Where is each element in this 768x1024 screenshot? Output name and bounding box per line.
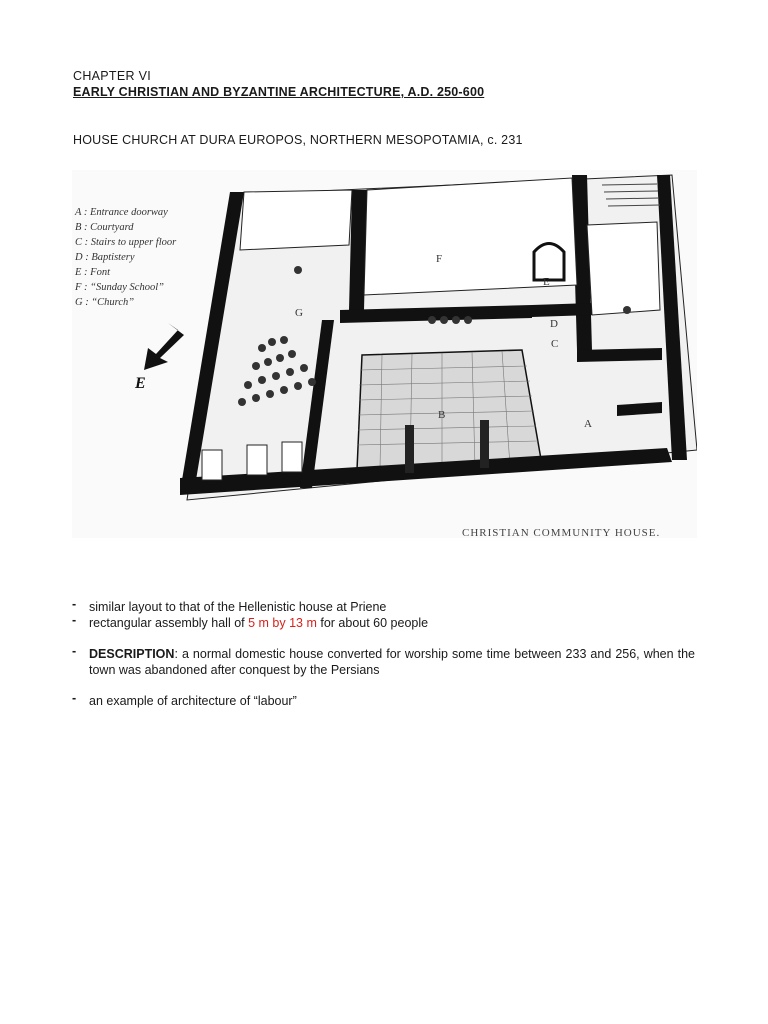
room-label-e: E xyxy=(543,276,550,288)
bullet-list xyxy=(72,597,695,710)
room-label-f: F xyxy=(436,253,443,265)
bullet-dash: - xyxy=(72,612,77,627)
chapter-title: EARLY CHRISTIAN AND BYZANTINE ARCHITECTURE, A.D. 250-600 xyxy=(73,85,485,99)
bullet-text: rectangular assembly hall of xyxy=(89,615,249,630)
room-label-d: D xyxy=(550,318,558,330)
chapter-number: CHAPTER VI xyxy=(73,69,152,83)
bullet-dash: - xyxy=(72,597,77,611)
figure-caption: CHRISTIAN COMMUNITY HOUSE. xyxy=(462,527,661,538)
list-item xyxy=(72,612,695,632)
legend-item: G : “Church” xyxy=(75,297,135,308)
floor-plan-illustration xyxy=(72,170,697,538)
room-label-c: C xyxy=(551,338,559,350)
legend-item: C : Stairs to upper floor xyxy=(75,237,177,248)
bullet-text: for about 60 people xyxy=(316,615,429,630)
legend-item: E : Font xyxy=(75,267,110,278)
highlighted-dimensions: 5 m by 13 m xyxy=(248,615,317,630)
compass-east-label: E xyxy=(135,375,146,392)
description-label: DESCRIPTION xyxy=(89,647,175,661)
legend-item: D : Baptistery xyxy=(75,252,135,263)
bullet-text: an example of architecture of “labour” xyxy=(89,694,297,708)
bullet-dash: - xyxy=(72,644,77,658)
legend-item: F : “Sunday School” xyxy=(75,282,164,293)
list-item xyxy=(72,644,695,678)
list-item xyxy=(72,691,695,710)
bullet-dash: - xyxy=(72,691,77,705)
room-label-a: A xyxy=(584,418,592,430)
bullet-text: similar layout to that of the Hellenistic house at Priene xyxy=(89,600,387,614)
list-item xyxy=(72,597,695,616)
section-subtitle: HOUSE CHURCH AT DURA EUROPOS, NORTHERN MESOPOTAMIA, c. 231 xyxy=(73,133,523,147)
legend-item: B : Courtyard xyxy=(75,222,134,233)
room-label-g: G xyxy=(295,307,303,319)
room-label-b: B xyxy=(438,409,446,421)
bullet-text: : a normal domestic house converted for worship some time between 233 and 256, when the town was abandoned after conquest by the Persians xyxy=(89,647,695,677)
figure-legend xyxy=(74,207,177,308)
legend-item: A : Entrance doorway xyxy=(75,207,168,218)
